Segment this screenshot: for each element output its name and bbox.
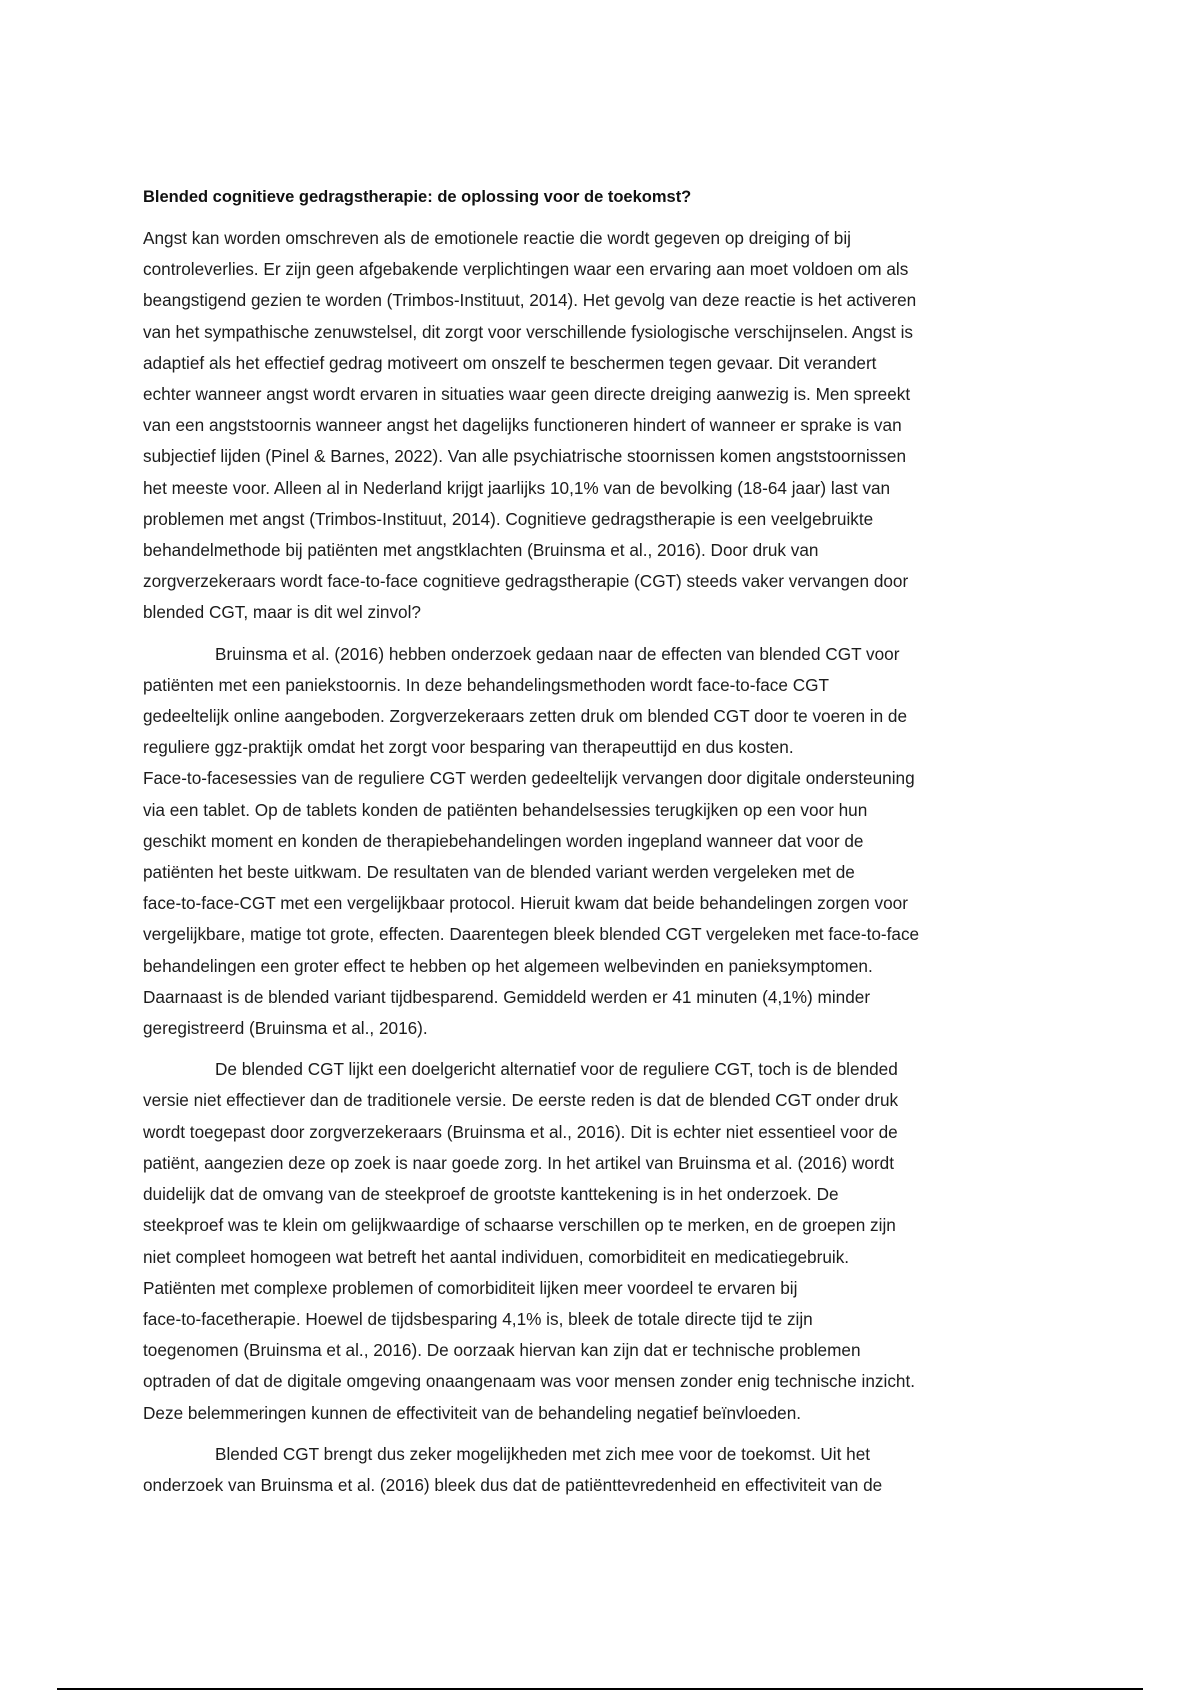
text-line: onderzoek van Bruinsma et al. (2016) bleek dus dat de patiënttevredenheid en effectiviteit van de <box>143 1474 883 1495</box>
text-line: Patiënten met complexe problemen of comorbiditeit lijken meer voordeel te ervaren bij <box>143 1277 798 1298</box>
text-line: het meeste voor. Alleen al in Nederland krijgt jaarlijks 10,1% van de bevolking (18-64 jaar) last van <box>143 477 891 498</box>
text-line: blended CGT, maar is dit wel zinvol? <box>143 602 421 623</box>
text-line: behandelmethode bij patiënten met angstklachten (Bruinsma et al., 2016). Door druk van <box>143 540 819 561</box>
text-line: Daarnaast is de blended variant tijdbesparend. Gemiddeld werden er 41 minuten (4,1%) minder <box>143 986 871 1007</box>
text-line: Deze belemmeringen kunnen de effectiviteit van de behandeling negatief beïnvloeden. <box>143 1402 802 1423</box>
text-line: behandelingen een groter effect te hebben op het algemeen welbevinden en panieksymptomen. <box>143 955 873 976</box>
text-line: patiënt, aangezien deze op zoek is naar goede zorg. In het artikel van Bruinsma et al. (2016) wordt <box>143 1152 894 1173</box>
text-line-indented: Blended CGT brengt dus zeker mogelijkheden met zich mee voor de toekomst. Uit het <box>215 1443 871 1464</box>
document-title: Blended cognitieve gedragstherapie: de oplossing voor de toekomst? <box>143 188 692 206</box>
text-line: steekproef was te klein om gelijkwaardige of schaarse verschillen op te merken, en de groepen zijn <box>143 1215 896 1236</box>
text-line: controleverlies. Er zijn geen afgebakende verplichtingen waar een ervaring aan moet voldoen om als <box>143 259 909 280</box>
text-line: reguliere ggz-praktijk omdat het zorgt voor besparing van therapeuttijd en dus kosten. <box>143 737 794 758</box>
text-line: beangstigend gezien te worden (Trimbos-Instituut, 2014). Het gevolg van deze reactie is het activeren <box>143 290 917 311</box>
text-line: geschikt moment en konden de therapiebehandelingen worden ingepland wanneer dat voor de <box>143 830 864 851</box>
text-line: subjectief lijden (Pinel & Barnes, 2022). Van alle psychiatrische stoornissen komen angststoornissen <box>143 446 907 467</box>
text-line: duidelijk dat de omvang van de steekproef de grootste kanttekening is in het onderzoek. De <box>143 1184 839 1205</box>
text-line: van het sympathische zenuwstelsel, dit zorgt voor verschillende fysiologische verschijnselen. Angst is <box>143 321 913 342</box>
paragraph-critique <box>143 1054 1058 1428</box>
text-line: van een angststoornis wanneer angst het dagelijks functioneren hindert of wanneer er sprake is van <box>143 415 902 436</box>
text-line: Face-to-facesessies van de reguliere CGT werden gedeeltelijk vervangen door digitale ondersteuning <box>143 768 915 789</box>
paragraph-conclusion <box>143 1439 1058 1501</box>
page-bottom-divider <box>57 1688 1143 1690</box>
text-line: optraden of dat de digitale omgeving onaangenaam was voor mensen zonder enig technische inzicht. <box>143 1371 916 1392</box>
text-line: face-to-facetherapie. Hoewel de tijdsbesparing 4,1% is, bleek de totale directe tijd te zijn <box>143 1308 813 1329</box>
text-line: vergelijkbare, matige tot grote, effecten. Daarentegen bleek blended CGT vergeleken met face-to-face <box>143 924 920 945</box>
text-line: adaptief als het effectief gedrag motiveert om onszelf te beschermen tegen gevaar. Dit verandert <box>143 352 877 373</box>
text-line: zorgverzekeraars wordt face-to-face cognitieve gedragstherapie (CGT) steeds vaker vervangen door <box>143 571 909 592</box>
text-line: wordt toegepast door zorgverzekeraars (Bruinsma et al., 2016). Dit is echter niet essentieel voor de <box>143 1121 898 1142</box>
paragraph-study <box>143 639 1058 1045</box>
text-line: geregistreerd (Bruinsma et al., 2016). <box>143 1018 428 1039</box>
text-line: problemen met angst (Trimbos-Instituut, 2014). Cognitieve gedragstherapie is een veelgebruikte <box>143 508 874 529</box>
text-line: echter wanneer angst wordt ervaren in situaties waar geen directe dreiging aanwezig is. Men spreekt <box>143 384 911 405</box>
text-line: via een tablet. Op de tablets konden de patiënten behandelsessies terugkijken op een voor hun <box>143 799 868 820</box>
text-line: patiënten het beste uitkwam. De resultaten van de blended variant werden vergeleken met de <box>143 862 855 883</box>
document-body <box>143 185 1058 1511</box>
paragraph-intro <box>143 223 1058 629</box>
text-line: niet compleet homogeen wat betreft het aantal individuen, comorbiditeit en medicatiegebruik. <box>143 1246 850 1267</box>
text-line: patiënten met een paniekstoornis. In deze behandelingsmethoden wordt face-to-face CGT <box>143 674 830 695</box>
text-line-indented: Bruinsma et al. (2016) hebben onderzoek gedaan naar de effecten van blended CGT voor <box>215 643 900 664</box>
text-line: Angst kan worden omschreven als de emotionele reactie die wordt gegeven op dreiging of bij <box>143 228 851 248</box>
text-line-indented: De blended CGT lijkt een doelgericht alternatief voor de reguliere CGT, toch is de blended <box>215 1059 898 1080</box>
text-line: versie niet effectiever dan de traditionele versie. De eerste reden is dat de blended CGT onder druk <box>143 1090 899 1111</box>
text-line: toegenomen (Bruinsma et al., 2016). De oorzaak hiervan kan zijn dat er technische problemen <box>143 1340 861 1361</box>
text-line: gedeeltelijk online aangeboden. Zorgverzekeraars zetten druk om blended CGT door te voeren in de <box>143 706 908 727</box>
text-line: face-to-face-CGT met een vergelijkbaar protocol. Hieruit kwam dat beide behandelingen zorgen voor <box>143 893 908 914</box>
